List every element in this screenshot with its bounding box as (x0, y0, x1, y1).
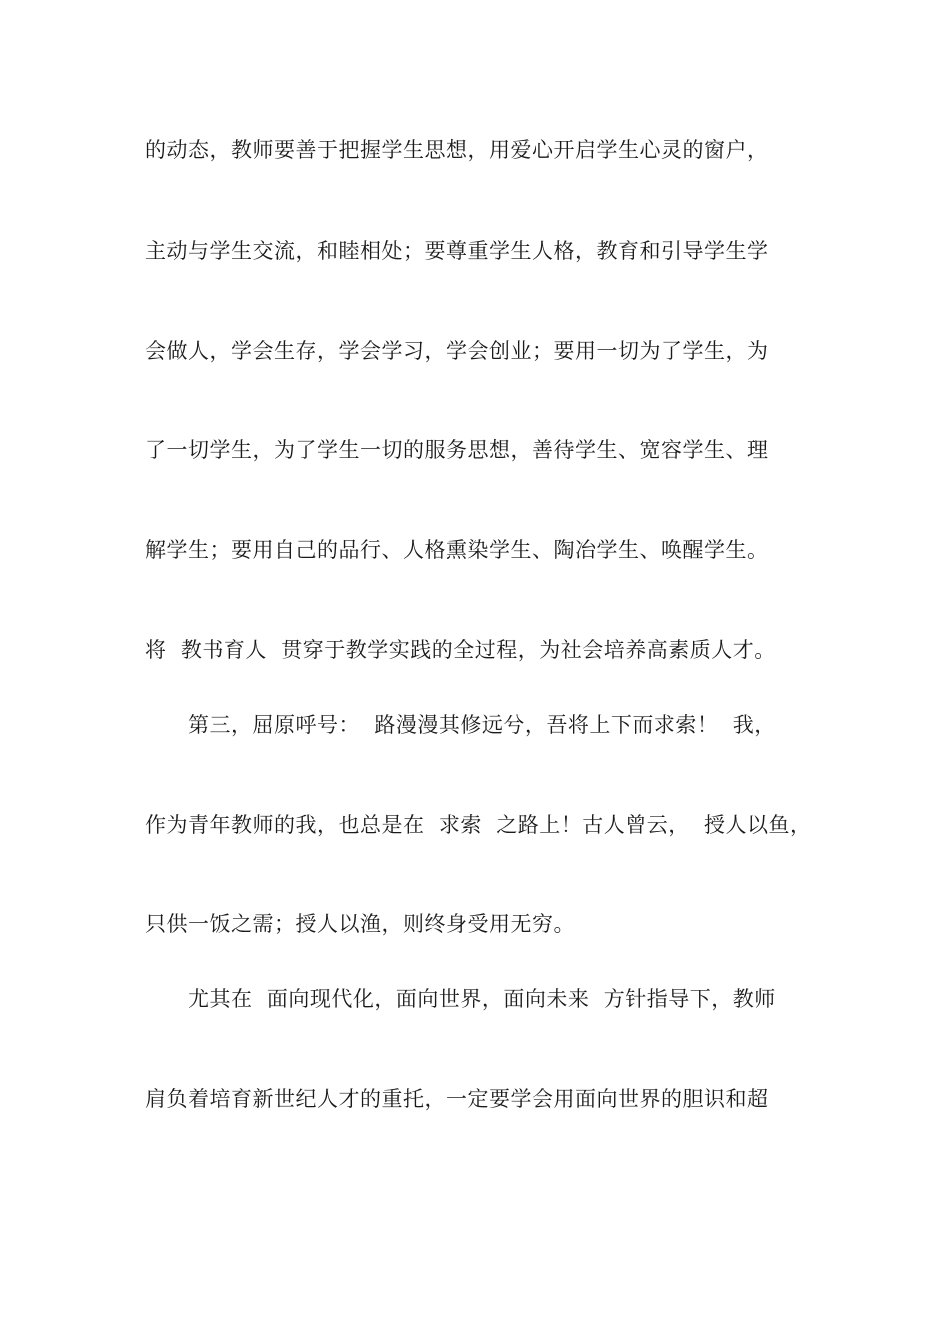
paragraph-line: 只供一饭之需；授人以渔，则终身受用无穷。 (145, 912, 575, 936)
paragraph-line: 主动与学生交流，和睦相处；要尊重学生人格，教育和引导学生学 (145, 239, 769, 263)
paragraph-line: 的动态，教师要善于把握学生思想，用爱心开启学生心灵的窗户， (145, 138, 769, 162)
paragraph-line-indented: 第三，屈原呼号： 路漫漫其修远兮，吾将上下而求索！ 我， (188, 713, 776, 737)
paragraph-line: 肩负着培育新世纪人才的重托，一定要学会用面向世界的胆识和超 (145, 1087, 769, 1111)
paragraph-line: 作为青年教师的我，也总是在 求索 之路上！古人曾云， 授人以鱼， (145, 813, 812, 837)
paragraph-line: 解学生；要用自己的品行、人格熏染学生、陶冶学生、唤醒学生。 (145, 538, 769, 562)
paragraph-line-indented: 尤其在 面向现代化，面向世界，面向未来 方针指导下，教师 (188, 987, 776, 1011)
paragraph-line: 了一切学生，为了学生一切的服务思想，善待学生、宽容学生、理 (145, 438, 769, 462)
paragraph-line: 会做人，学会生存，学会学习，学会创业；要用一切为了学生，为 (145, 339, 769, 363)
paragraph-line: 将 教书育人 贯穿于教学实践的全过程，为社会培养高素质人才。 (145, 638, 776, 662)
